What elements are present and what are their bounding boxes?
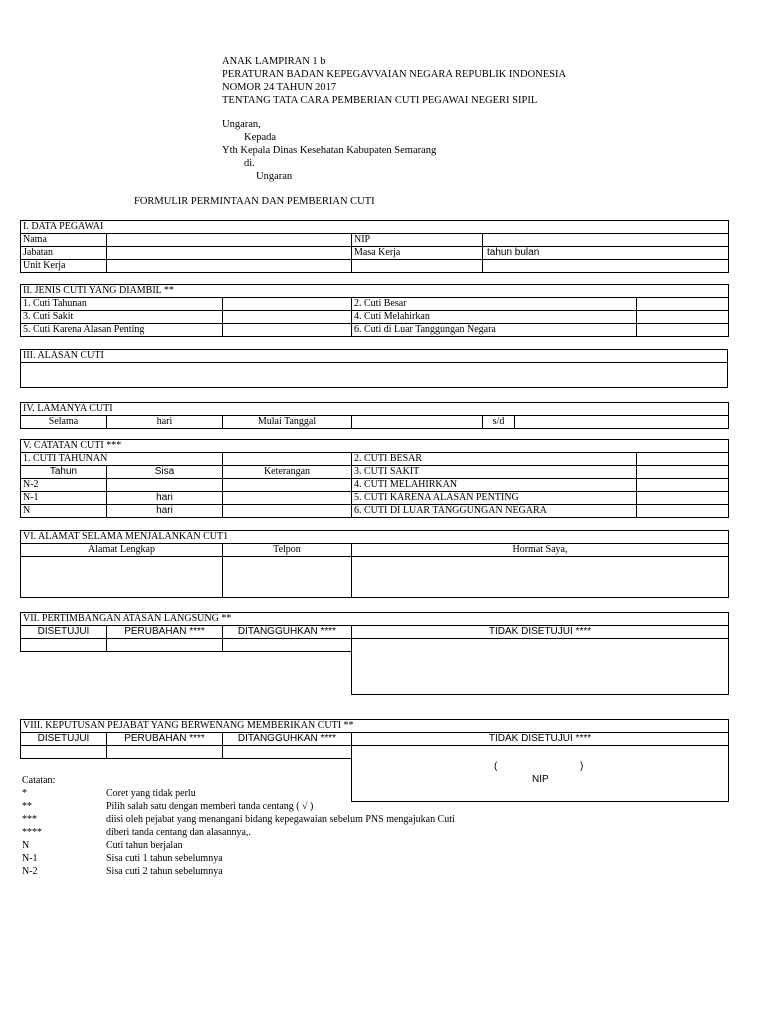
header-block	[222, 55, 566, 107]
sisa-field[interactable]	[107, 505, 223, 518]
cuti-checkbox[interactable]	[637, 324, 729, 337]
col-sisa: Sisa	[107, 466, 223, 479]
nama-label: Nama	[21, 234, 107, 247]
catatan-field[interactable]	[637, 479, 729, 492]
keterangan-field[interactable]	[223, 492, 352, 505]
disetujui-checkbox[interactable]	[21, 746, 107, 759]
note-text: Sisa cuti 1 tahun sebelumnya	[106, 853, 223, 864]
header-line: ANAK LAMPIRAN 1 b	[222, 56, 326, 67]
note-item	[22, 813, 542, 826]
catatan-right-label: 6. CUTI DI LUAR TANGGUNGAN NEGARA	[352, 505, 637, 518]
note-mark: ****	[22, 827, 42, 838]
di-label: di.	[244, 158, 255, 169]
col-tahun: Tahun	[21, 466, 107, 479]
notes-title: Catatan:	[22, 775, 56, 786]
section-title: VII. PERTIMBANGAN ATASAN LANGSUNG **	[21, 613, 729, 626]
perubahan-checkbox[interactable]	[107, 746, 223, 759]
tahun-row-label: N	[21, 505, 107, 518]
header-line: PERATURAN BADAN KEPEGAVVAIAN NEGARA REPUBLIK INDONESIA	[222, 69, 567, 80]
section-title: II. JENIS CUTI YANG DIAMBIL **	[21, 285, 729, 298]
nip-label: NIP	[352, 234, 483, 247]
mulai-tanggal-field[interactable]	[352, 416, 483, 429]
catatan-right-label: 5. CUTI KARENA ALASAN PENTING	[352, 492, 637, 505]
sisa-field[interactable]	[107, 479, 223, 492]
keterangan-field[interactable]	[223, 505, 352, 518]
note-mark: ***	[22, 814, 37, 825]
form-title: FORMULIR PERMINTAAN DAN PEMBERIAN CUTI	[134, 196, 375, 207]
note-item	[22, 800, 542, 813]
catatan-right-label: 3. CUTI SAKIT	[352, 466, 637, 479]
col-keterangan: Keterangan	[223, 466, 352, 479]
section-jenis-cuti	[20, 284, 729, 337]
hari-label: hari	[156, 492, 173, 503]
cuti-option-label: 4. Cuti Melahirkan	[352, 311, 637, 324]
telpon-field[interactable]	[223, 557, 352, 598]
jabatan-label: Jabatan	[21, 247, 107, 260]
note-item	[22, 839, 542, 852]
note-text: Coret yang tidak perlu	[106, 788, 196, 799]
sampai-tanggal-field[interactable]	[515, 416, 729, 429]
col-disetujui: DISETUJUI	[21, 733, 107, 746]
section-catatan-cuti	[20, 439, 729, 518]
note-item	[22, 787, 542, 800]
catatan-field[interactable]	[637, 505, 729, 518]
hari-field[interactable]: hari	[107, 416, 223, 429]
catatan-field[interactable]	[637, 492, 729, 505]
tahun-row-label: N-1	[21, 492, 107, 505]
cuti-checkbox[interactable]	[637, 298, 729, 311]
sisa-field[interactable]	[107, 492, 223, 505]
cuti-option-label: 5. Cuti Karena Alasan Penting	[21, 324, 223, 337]
note-mark: N-1	[22, 853, 38, 864]
catatan-right-label: 2. CUTI BESAR	[352, 453, 637, 466]
note-text: diisi oleh pejabat yang menangani bidang kepegawaian sebelum PNS mengajukan Cuti	[106, 814, 455, 825]
nip-field[interactable]	[483, 234, 729, 247]
mulai-tanggal-label: Mulai Tanggal	[223, 416, 352, 429]
note-item	[22, 826, 542, 839]
unit-kerja-label: Unit Kerja	[21, 260, 107, 273]
col-perubahan: PERUBAHAN ****	[107, 626, 223, 639]
alamat-field[interactable]	[21, 557, 223, 598]
kepada-label: Kepada	[244, 132, 277, 143]
header-line: TENTANG TATA CARA PEMBERIAN CUTI PEGAWAI NEGERI SIPIL	[222, 95, 538, 106]
col-ditangguhkan: DITANGGUHKAN ****	[223, 626, 352, 639]
note-mark: **	[22, 801, 32, 812]
ditangguhkan-checkbox[interactable]	[223, 746, 352, 759]
section-lamanya-cuti	[20, 402, 729, 429]
note-text: diberi tanda centang dan alasannya,.	[106, 827, 251, 838]
cuti-tahunan-subtitle: 1. CUTI TAHUNAN	[21, 453, 223, 466]
cuti-checkbox[interactable]	[223, 298, 352, 311]
masa-kerja-field[interactable]	[483, 247, 729, 260]
section-pertimbangan	[20, 612, 729, 695]
note-item	[22, 865, 542, 878]
sig-paren-open: (	[494, 761, 498, 772]
col-perubahan: PERUBAHAN ****	[107, 733, 223, 746]
hari-label: hari	[156, 505, 173, 516]
nama-field[interactable]	[107, 234, 352, 247]
section-alasan-cuti	[20, 349, 728, 388]
note-text: Pilih salah satu dengan memberi tanda centang ( √ )	[106, 801, 314, 812]
addressee-city: Ungaran	[256, 171, 293, 182]
keterangan-field[interactable]	[223, 479, 352, 492]
catatan-right-label: 4. CUTI MELAHIRKAN	[352, 479, 637, 492]
col-ditangguhkan: DITANGGUHKAN ****	[223, 733, 352, 746]
cuti-checkbox[interactable]	[223, 311, 352, 324]
telpon-label: Telpon	[223, 544, 352, 557]
alasan-field[interactable]	[21, 363, 728, 388]
notes-list	[22, 787, 542, 878]
hormat-saya-label: Hormat Saya,	[352, 544, 729, 557]
cuti-option-label: 2. Cuti Besar	[352, 298, 637, 311]
masa-kerja-label: Masa Kerja	[352, 247, 483, 260]
section-title: I. DATA PEGAWAI	[21, 221, 729, 234]
section-title: VIII. KEPUTUSAN PEJABAT YANG BERWENANG MEMBERIKAN CUTI **	[21, 720, 729, 733]
addressee: Yth Kepala Dinas Kesehatan Kabupaten Semarang	[222, 145, 437, 156]
section-title: V. CATATAN CUTI ***	[21, 440, 729, 453]
section-title: VI. ALAMAT SELAMA MENJALANKAN CUT1	[21, 531, 729, 544]
place-date: Ungaran,	[222, 119, 261, 130]
catatan-field[interactable]	[637, 466, 729, 479]
header-line: NOMOR 24 TAHUN 2017	[222, 82, 337, 93]
signature-field[interactable]	[352, 557, 729, 598]
note-item	[22, 852, 542, 865]
jabatan-field[interactable]	[107, 247, 352, 260]
col-disetujui: DISETUJUI	[21, 626, 107, 639]
sd-label: s/d	[483, 416, 515, 429]
ditangguhkan-checkbox[interactable]	[223, 639, 352, 652]
section-title: IV. LAMANYA CUTI	[21, 403, 729, 416]
note-mark: N	[22, 840, 30, 851]
cuti-option-label: 3. Cuti Sakit	[21, 311, 223, 324]
note-mark: N-2	[22, 866, 38, 877]
cuti-checkbox[interactable]	[223, 324, 352, 337]
catatan-field[interactable]	[637, 453, 729, 466]
disetujui-checkbox[interactable]	[21, 639, 107, 652]
pejabat-signature	[354, 746, 726, 788]
tidak-disetujui-field[interactable]	[352, 639, 729, 695]
cuti-checkbox[interactable]	[637, 311, 729, 324]
alamat-label: Alamat Lengkap	[21, 544, 223, 557]
unit-kerja-field[interactable]	[107, 260, 352, 273]
cuti-option-label: 1. Cuti Tahunan	[21, 298, 223, 311]
tahun-row-label: N-2	[21, 479, 107, 492]
nip-label: NIP	[532, 774, 549, 785]
section-title: III. ALASAN CUTI	[21, 350, 728, 363]
note-text: Sisa cuti 2 tahun sebelumnya	[106, 866, 223, 877]
col-tidak-disetujui: TIDAK DISETUJUI ****	[352, 733, 729, 746]
sig-paren-close: )	[580, 761, 584, 772]
section-data-pegawai	[20, 220, 729, 273]
section-alamat	[20, 530, 729, 598]
perubahan-checkbox[interactable]	[107, 639, 223, 652]
col-tidak-disetujui: TIDAK DISETUJUI ****	[352, 626, 729, 639]
note-mark: *	[22, 788, 27, 799]
cuti-option-label: 6. Cuti di Luar Tanggungan Negara	[352, 324, 637, 337]
tahun-bulan-label: tahun bulan	[487, 247, 540, 258]
selama-label: Selama	[21, 416, 107, 429]
note-text: Cuti tahun berjalan	[106, 840, 183, 851]
